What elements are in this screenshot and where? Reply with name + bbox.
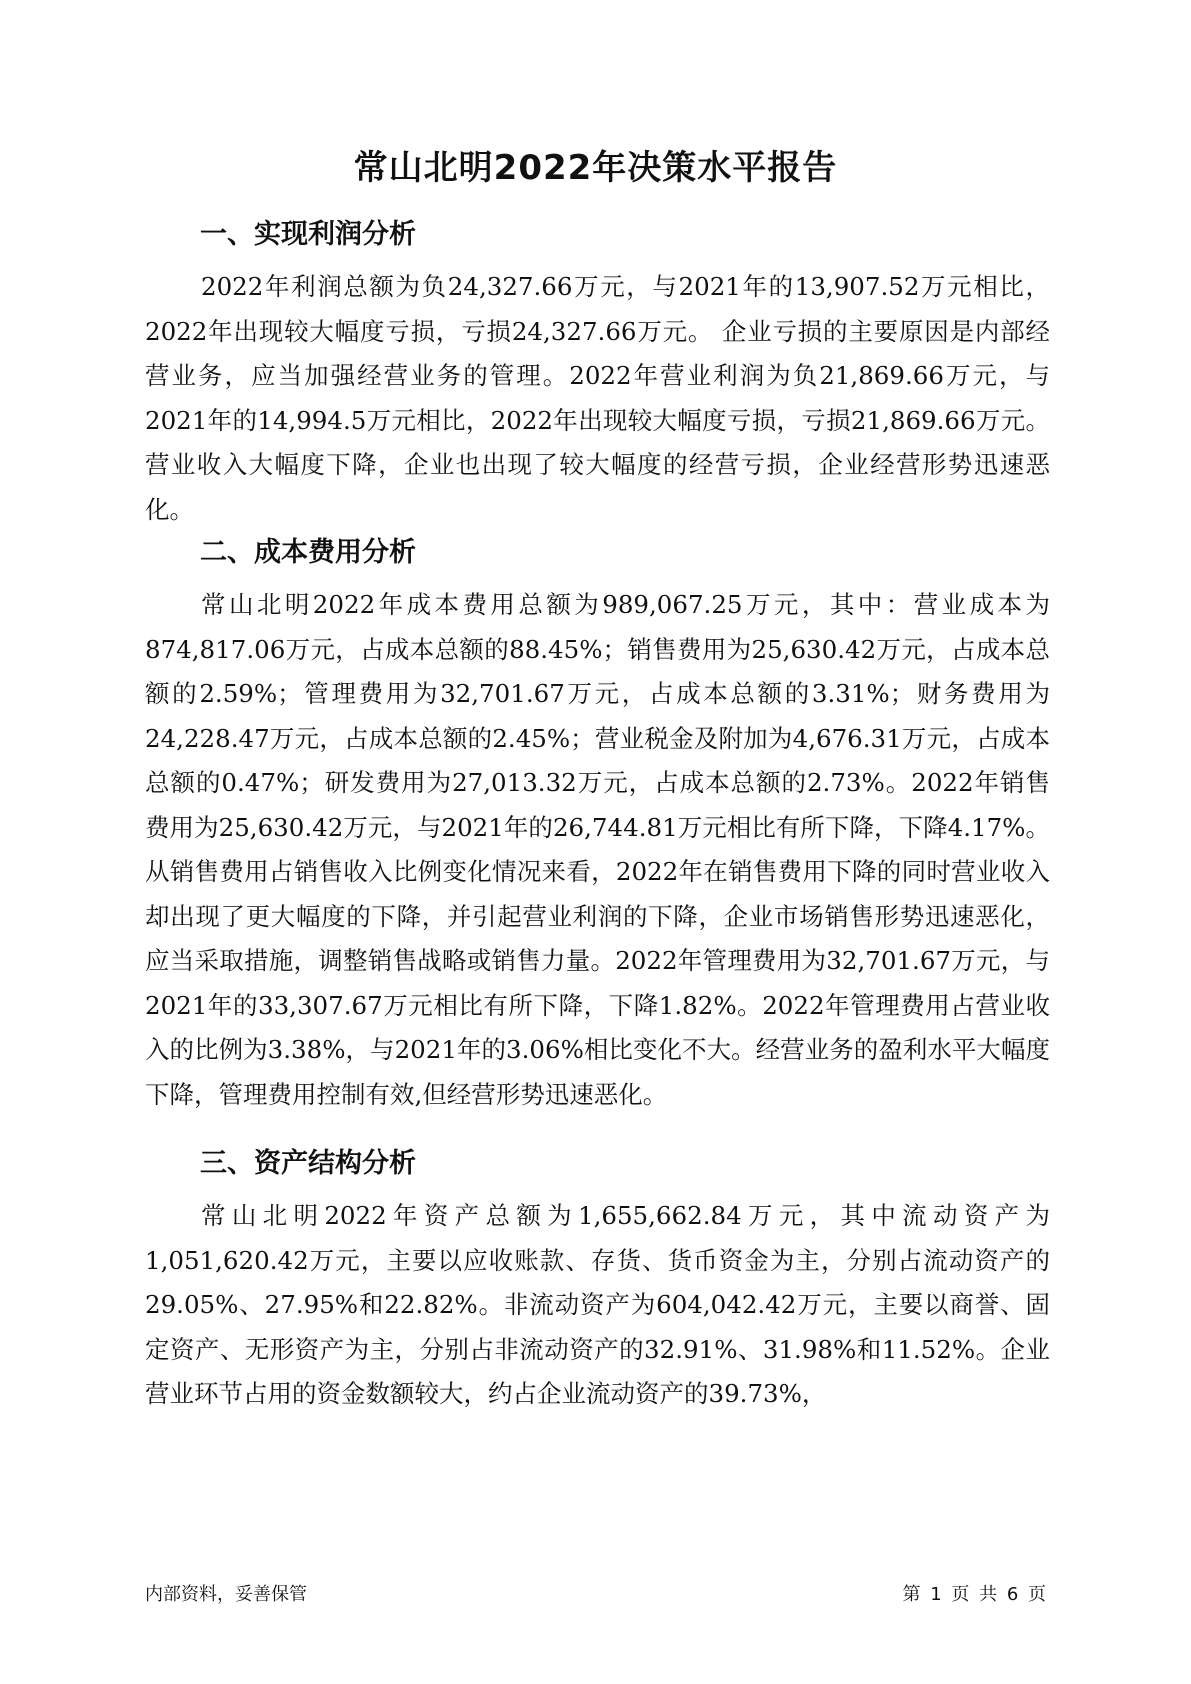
footer-page-number: 第 1 页 共 6 页 — [902, 1584, 1046, 1605]
section-body-assets: 常山北明2022年资产总额为1,655,662.84万元，其中流动资产为1,051,620.42万元，主要以应收账款、存货、货币资金为主，分别占流动资产的29.05%、27.95%和22.82%。非流动资产为604,042.42万元，主要以商誉、固定资产、无形资产为主，分别占非流动资产的32.91%、31.98%和11.52%。企业营业环节占用的资金数额较大，约占企业流动资产的39.73%， — [145, 1201, 1050, 1408]
section-heading-profit: 一、实现利润分析 — [200, 219, 416, 250]
section-body-cost: 常山北明2022年成本费用总额为989,067.25万元，其中：营业成本为874,817.06万元，占成本总额的88.45%；销售费用为25,630.42万元，占成本总额的2.59%；管理费用为32,701.67万元，占成本总额的3.31%；财务费用为24,228.47万元，占成本总额的2.45%；营业税金及附加为4,676.31万元，占成本总额的0.47%；研发费用为27,013.32万元，占成本总额的2.73%。2022年销售费用为25,630.42万元，与2021年的26,744.81万元相比有所下降，下降4.17%。从销售费用占销售收入比例变化情况来看，2022年在销售费用下降的同时营业收入却出现了更大幅度的下降，并引起营业利润的下降，企业市场销售形势迅速恶化，应当采取措施，调整销售战略或销售力量。2022年管理费用为32,701.67万元，与2021年的33,307.67万元相比有所下降，下降1.82%。2022年管理费用占营业收入的比例为3.38%，与2021年的3.06%相比变化不大。经营业务的盈利水平大幅度下降，管理费用控制有效,但经营形势迅速恶化。 — [145, 590, 1050, 1109]
section-body-profit: 2022年利润总额为负24,327.66万元，与2021年的13,907.52万元相比，2022年出现较大幅度亏损，亏损24,327.66万元。 企业亏损的主要原因是内部经营业务，应当加强经营业务的管理。2022年营业利润为负21,869.66万元，与2021年的14,994.5万元相比，2022年出现较大幅度亏损，亏损21,869.66万元。 营业收入大幅度下降，企业也出现了较大幅度的经营亏损，企业经营形势迅速恶化。 — [145, 272, 1050, 524]
section-heading-assets: 三、资产结构分析 — [200, 1148, 416, 1179]
footer-confidential-note: 内部资料，妥善保管 — [145, 1584, 307, 1605]
section-heading-cost: 二、成本费用分析 — [200, 537, 416, 568]
document-title: 常山北明2022年决策水平报告 — [353, 148, 838, 188]
